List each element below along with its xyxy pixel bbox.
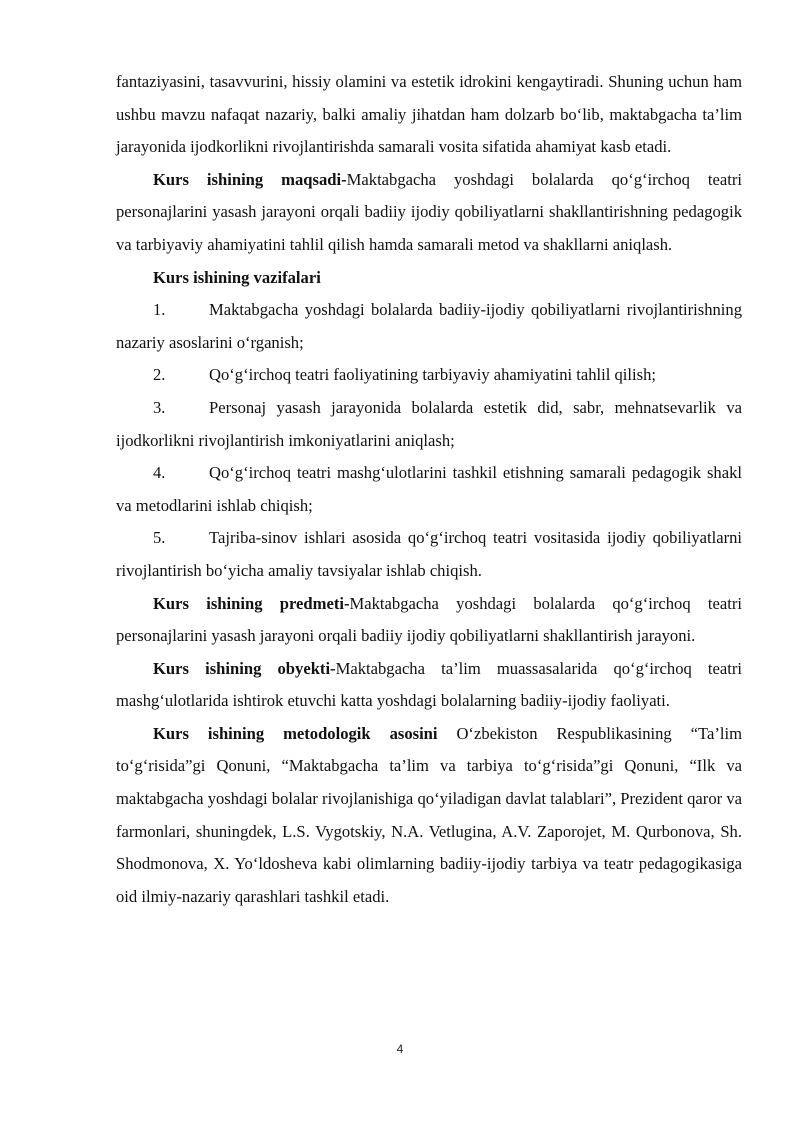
task-number: 2.	[153, 365, 166, 385]
goal-label: Kurs ishining maqsadi-	[153, 169, 347, 189]
task-text: Personaj yasash jarayonida bolalarda estetik did, sabr, mehnatsevarlik va ijodkorlikni rivojlantirish imkoniyatlarini aniqlash;	[116, 397, 742, 450]
methodology-paragraph	[116, 718, 742, 914]
object-paragraph	[116, 653, 742, 718]
task-text: Qo‘g‘irchoq teatri faoliyatining tarbiyaviy ahamiyatini tahlil qilish;	[209, 365, 656, 385]
task-item	[116, 522, 742, 587]
task-item	[116, 359, 742, 392]
goal-text: Maktabgacha yoshdagi bolalarda qo‘g‘irchoq teatri personajlarini yasash jarayoni orqali badiiy ijodiy qobiliyatlarni shakllantirishning pedagogik va tarbiyaviy ahamiyatini tahlil qilish hamda samarali metod va shakllarni aniqlash.	[116, 169, 743, 254]
page-number: 4	[396, 1042, 404, 1056]
task-number: 5.	[153, 528, 166, 548]
document-page	[116, 66, 742, 913]
subject-paragraph	[116, 588, 742, 653]
task-text: Maktabgacha yoshdagi bolalarda badiiy-ijodiy qobiliyatlarni rivojlantirishning nazariy asoslarini o‘rganish;	[116, 300, 742, 352]
task-item	[116, 457, 742, 522]
task-text: Tajriba-sinov ishlari asosida qo‘g‘irchoq teatri vositasida ijodiy qobiliyatlarni rivojlantirish bo‘yicha amaliy tavsiyalar ishlab chiqish.	[116, 528, 742, 580]
task-number: 4.	[153, 463, 166, 483]
subject-label: Kurs ishining predmeti-	[153, 593, 350, 613]
goal-paragraph	[116, 164, 742, 262]
task-text: Qo‘g‘irchoq teatri mashg‘ulotlarini tashkil etishning samarali pedagogik shakl va metodlarini ishlab chiqish;	[116, 463, 742, 515]
intro-paragraph: fantaziyasini, tasavvurini, hissiy olamini va estetik idrokini kengaytiradi. Shuning uchun ham ushbu mavzu nafaqat nazariy, balki amaliy jihatdan ham dolzarb bo‘lib, maktabgacha ta’lim jarayonida ijodkorlikni rivojlantirishda samarali vosita sifatida ahamiyat kasb etadi.	[116, 72, 742, 157]
object-label: Kurs ishining obyekti-	[153, 658, 336, 678]
subject-text: Maktabgacha yoshdagi bolalarda qo‘g‘irchoq teatri personajlarini yasash jarayoni orqali badiiy ijodiy qobiliyatlarni shakllantirish jarayoni.	[116, 593, 743, 646]
object-text: Maktabgacha ta’lim muassasalarida qo‘g‘irchoq teatri mashg‘ulotlarida ishtirok etuvchi katta yoshdagi bolalarning badiiy-ijodiy faoliyati.	[116, 658, 743, 711]
task-number: 1.	[153, 300, 166, 320]
task-item	[116, 294, 742, 359]
methodology-label: Kurs ishining metodologik asosini	[153, 723, 438, 743]
task-item	[116, 392, 742, 457]
tasks-heading: Kurs ishining vazifalari	[153, 267, 321, 287]
task-number: 3.	[153, 397, 166, 417]
methodology-text: O‘zbekiston Respublikasining “Ta’lim to‘g‘risida”gi Qonuni, “Maktabgacha ta’lim va tarbiya to‘g‘risida”gi Qonuni, “Ilk va maktabgacha yoshdagi bolalar rivojlanishiga qo‘yiladigan davlat talablari”, Prezident qaror va farmonlari, shuningdek, L.S. Vygotskiy, N.A. Vetlugina, A.V. Zaporojet, M. Qurbonova, Sh. Shodmonova, X. Yo‘ldosheva kabi olimlarning badiiy-ijodiy tarbiya va teatr pedagogikasiga oid ilmiy-nazariy qarashlari tashkil etadi.	[116, 723, 742, 906]
